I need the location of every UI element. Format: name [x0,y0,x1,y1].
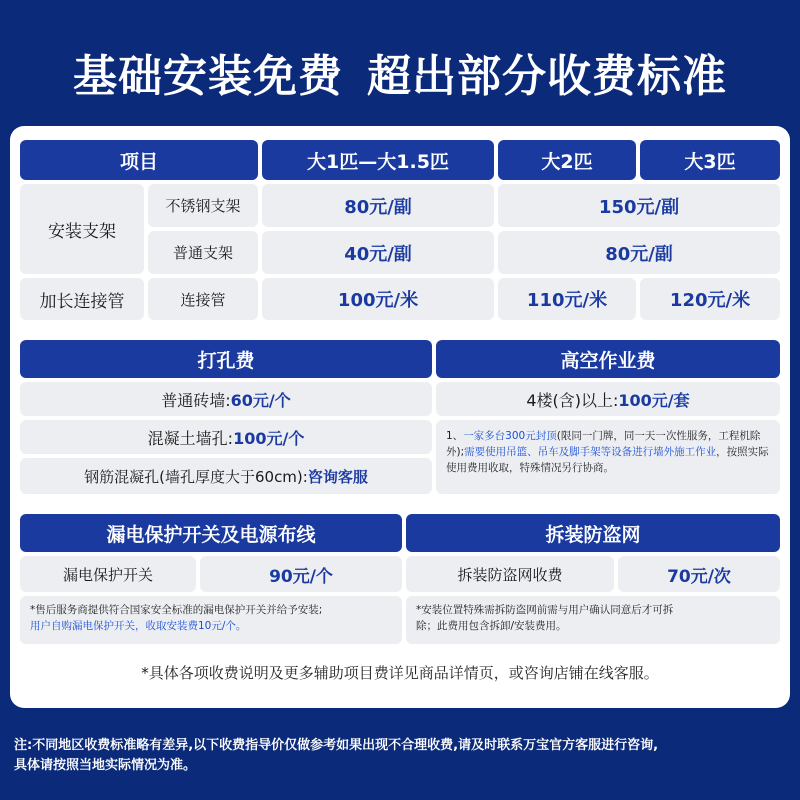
grille-note-line2: 除；此费用包含拆卸/安装费用。 [416,620,567,632]
high-altitude-note [446,428,774,476]
leakage-title: 漏电保护开关及电源布线 [20,514,402,552]
pricing-panel [10,126,790,708]
drilling-brick-label: 普通砖墙: [161,390,231,410]
leakage-note [30,602,396,634]
high-altitude-note-cap: 一家多台300元封顶 [463,430,557,442]
normal-price-large: 80元/副 [498,231,780,274]
drilling-row-brick [20,382,432,416]
table-header-size-3: 大3匹 [640,140,780,180]
drilling-brick-value: 60元/个 [230,390,291,410]
table-header-size-1: 大1匹—大1.5匹 [262,140,494,180]
headline-left: 基础安装免费 [73,51,343,102]
leakage-item-label: 漏电保护开关 [20,556,196,592]
high-altitude-note-scope: (限同一门牌，同一天一次性服务，工程机除外); [446,430,761,458]
normal-price-small: 40元/副 [262,231,494,274]
pipe-label: 加长连接管 [20,278,144,320]
drilling-concrete-label: 混凝土墙孔: [147,428,234,448]
high-altitude-value: 100元/套 [618,390,690,410]
bracket-label: 安装支架 [20,184,144,274]
high-altitude-title: 高空作业费 [436,340,780,378]
pipe-sub-label: 连接管 [148,278,258,320]
headline-right: 超出部分收费标准 [367,51,727,102]
footer-line1: 注:不同地区收费标准略有差异,以下收费指导价仅做参考如果出现不合理收费,请及时联系万宝官方客服进行咨询, [14,738,659,753]
drilling-title: 打孔费 [20,340,432,378]
leakage-item-value: 90元/个 [200,556,402,592]
pipe-price-mid: 110元/米 [498,278,636,320]
drilling-row-concrete [20,420,432,454]
grille-item-value: 70元/次 [618,556,780,592]
high-altitude-row [436,382,780,416]
drilling-concrete-value: 100元/个 [233,428,305,448]
details-hint: *具体各项收费说明及更多辅助项目费详见商品详情页，或咨询店铺在线客服。 [141,664,659,682]
high-altitude-note-prefix: 1、 [446,430,464,442]
drilling-row-rebar [20,458,432,494]
pipe-price-large: 120元/米 [640,278,780,320]
leakage-note-line2: 用户自购漏电保护开关，收取安装费10元/个。 [30,620,247,632]
footer-disclaimer [14,736,658,776]
grille-item-label: 拆装防盗网收费 [406,556,614,592]
stainless-bracket-label: 不锈钢支架 [148,184,258,227]
normal-bracket-label: 普通支架 [148,231,258,274]
headline [0,40,800,104]
table-header-size-2: 大2匹 [498,140,636,180]
high-altitude-note-equipment: 需要使用吊篮、吊车及脚手架等设备进行墙外施工作业 [464,446,717,458]
high-altitude-label: 4楼(含)以上: [526,390,619,410]
grille-note [416,602,774,634]
drilling-rebar-label: 钢筋混凝孔(墙孔厚度大于60cm): [84,467,308,486]
grille-note-line1: *安装位置特殊需拆防盗网前需与用户确认同意后才可拆 [416,604,674,616]
high-altitude-note-tail: ，按照实际使用费用收取，特殊情况另行协商。 [446,446,769,474]
pipe-price-small: 100元/米 [262,278,494,320]
drilling-rebar-value: 咨询客服 [307,467,368,486]
footer-line2: 具体请按照当地实际情况为准。 [14,758,197,773]
stainless-price-small: 80元/副 [262,184,494,227]
stainless-price-large: 150元/副 [498,184,780,227]
grille-title: 拆装防盗网 [406,514,780,552]
leakage-note-line1: *售后服务商提供符合国家安全标准的漏电保护开关并给予安装; [30,604,323,616]
table-header-item: 项目 [20,140,258,180]
